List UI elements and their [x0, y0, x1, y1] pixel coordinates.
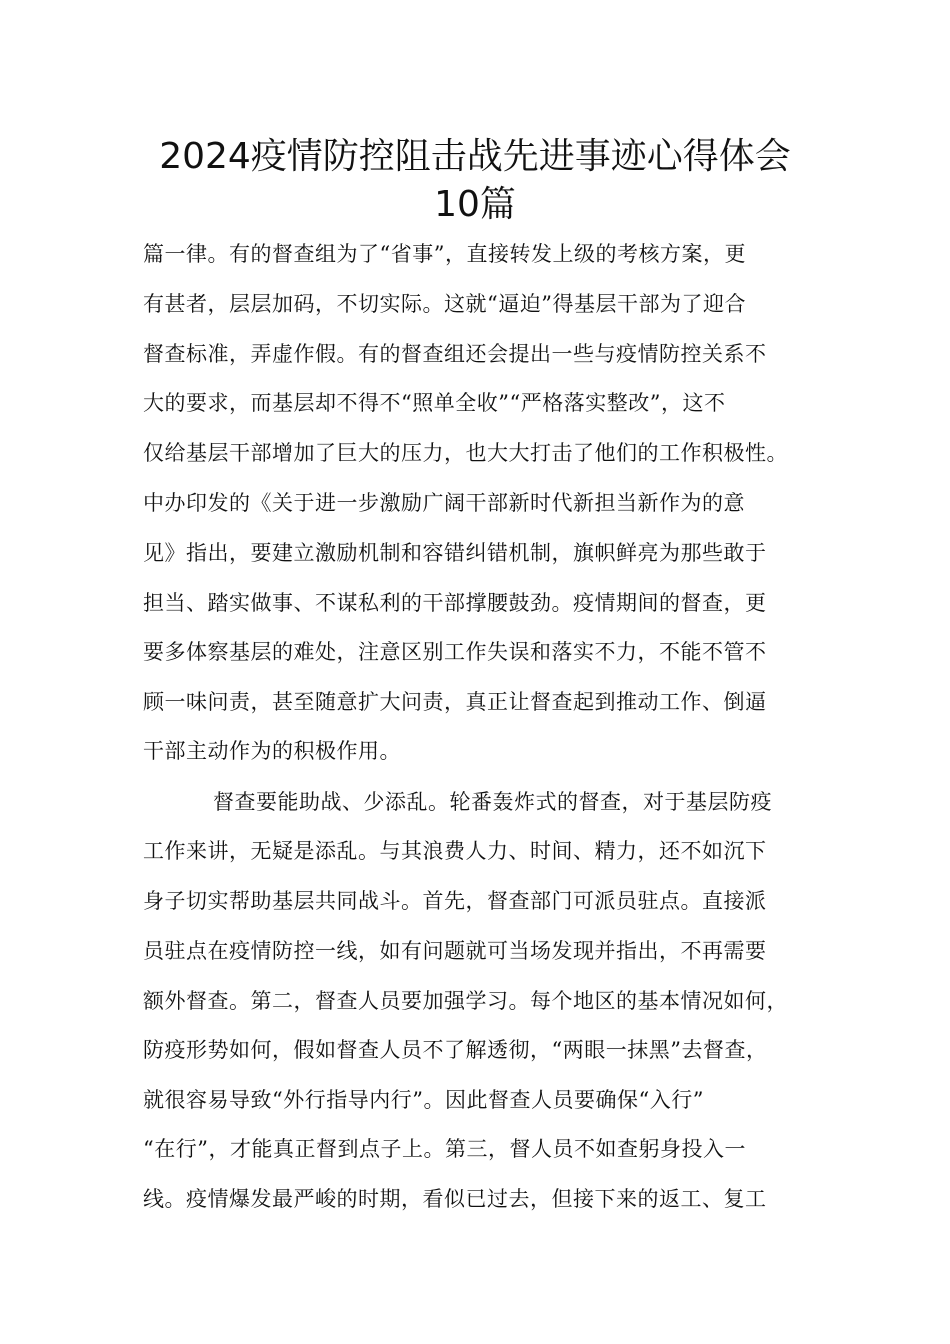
body-line: 仅给基层干部增加了巨大的压力，也大大打击了他们的工作积极性。	[143, 441, 788, 465]
document-title-line-2: 10篇	[434, 184, 516, 225]
body-line: 中办印发的《关于进一步激励广阔干部新时代新担当新作为的意	[143, 491, 745, 515]
body-line: 担当、踏实做事、不谋私利的干部撑腰鼓劲。疫情期间的督查，更	[143, 591, 767, 615]
body-line: 要多体察基层的难处，注意区别工作失误和落实不力，不能不管不	[143, 640, 767, 664]
body-line: “在行”，才能真正督到点子上。第三，督人员不如查躬身投入一	[143, 1137, 746, 1161]
body-line: 就很容易导致“外行指导内行”。因此督查人员要确保“入行”	[143, 1088, 704, 1112]
body-line: 干部主动作为的积极作用。	[143, 739, 401, 763]
body-line-indented: 督查要能助战、少添乱。轮番轰炸式的督查，对于基层防疫	[213, 790, 772, 814]
body-line: 见》指出，要建立激励机制和容错纠错机制，旗帜鲜亮为那些敢于	[143, 541, 767, 565]
body-line: 篇一律。有的督查组为了“省事”，直接转发上级的考核方案，更	[143, 242, 746, 266]
body-line: 防疫形势如何，假如督查人员不了解透彻，“两眼一抹黑”去督查，	[143, 1038, 768, 1062]
body-line: 顾一味问责，甚至随意扩大问责，真正让督查起到推动工作、倒逼	[143, 690, 767, 714]
body-line: 员驻点在疫情防控一线，如有问题就可当场发现并指出，不再需要	[143, 939, 767, 963]
body-line: 身子切实帮助基层共同战斗。首先，督查部门可派员驻点。直接派	[143, 889, 767, 913]
body-line: 有甚者，层层加码，不切实际。这就“逼迫”得基层干部为了迎合	[143, 292, 746, 316]
body-line: 线。疫情爆发最严峻的时期，看似已过去，但接下来的返工、复工	[143, 1187, 767, 1211]
body-line: 额外督查。第二，督查人员要加强学习。每个地区的基本情况如何，	[143, 989, 788, 1013]
body-line: 督查标准，弄虚作假。有的督查组还会提出一些与疫情防控关系不	[143, 342, 767, 366]
body-line: 工作来讲，无疑是添乱。与其浪费人力、时间、精力，还不如沉下	[143, 839, 767, 863]
document-title-line-1: 2024疫情防控阻击战先进事迹心得体会	[159, 136, 791, 177]
body-line: 大的要求，而基层却不得不“照单全收”“严格落实整改”，这不	[143, 391, 726, 415]
